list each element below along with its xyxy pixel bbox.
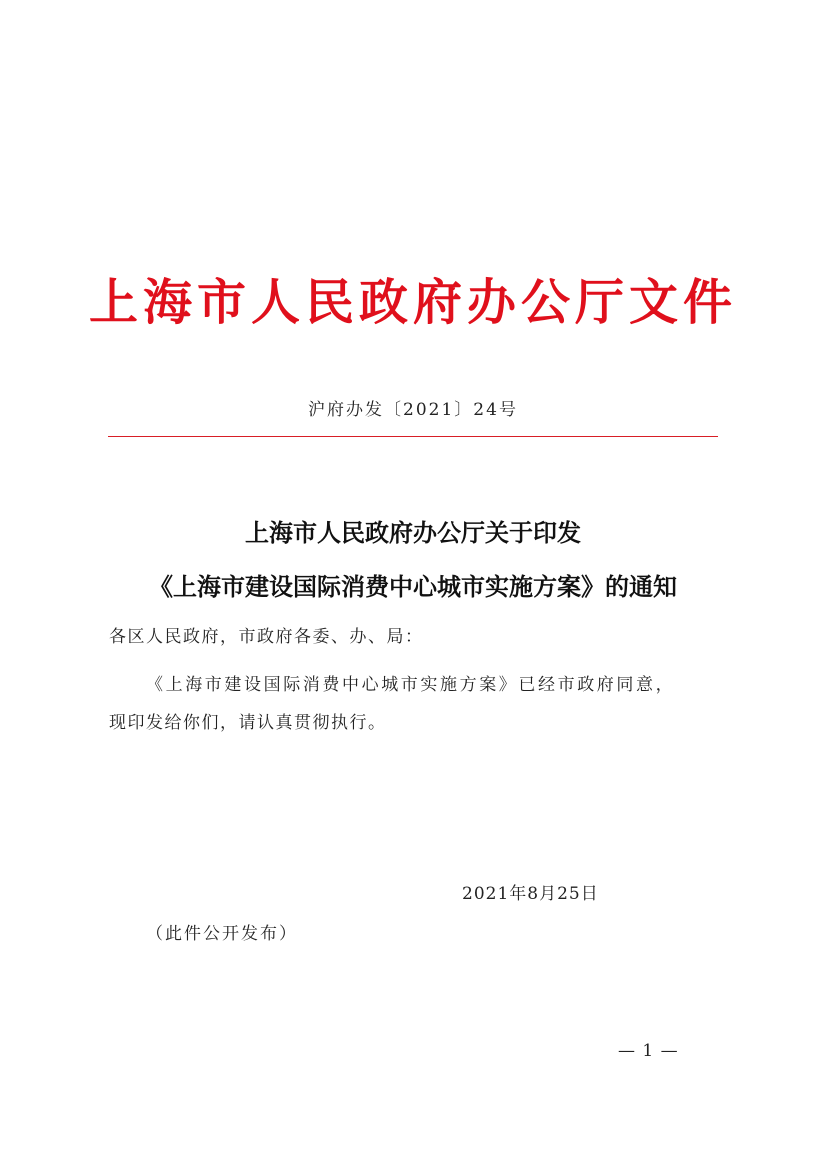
body-paragraph (109, 666, 721, 742)
addressee: 各区人民政府，市政府各委、办、局： (109, 627, 424, 647)
issue-date: 2021年8月25日 (462, 884, 599, 904)
document-number: 沪府办发〔2021〕24号 (308, 400, 518, 420)
document-title (0, 506, 826, 614)
document-title-line-2: 《上海市建设国际消费中心城市实施方案》的通知 (149, 572, 677, 601)
publicity-note: （此件公开发布） (146, 924, 298, 944)
document-masthead: 上海市人民政府办公厅文件 (88, 273, 737, 331)
page-number: — 1 — (618, 1041, 679, 1061)
red-separator-line (108, 436, 718, 437)
body-line-1: 《上海市建设国际消费中心城市实施方案》已经市政府同意， (146, 675, 676, 695)
body-line-2: 现印发给你们，请认真贯彻执行。 (109, 713, 387, 733)
document-title-line-1: 上海市人民政府办公厅关于印发 (245, 518, 581, 547)
